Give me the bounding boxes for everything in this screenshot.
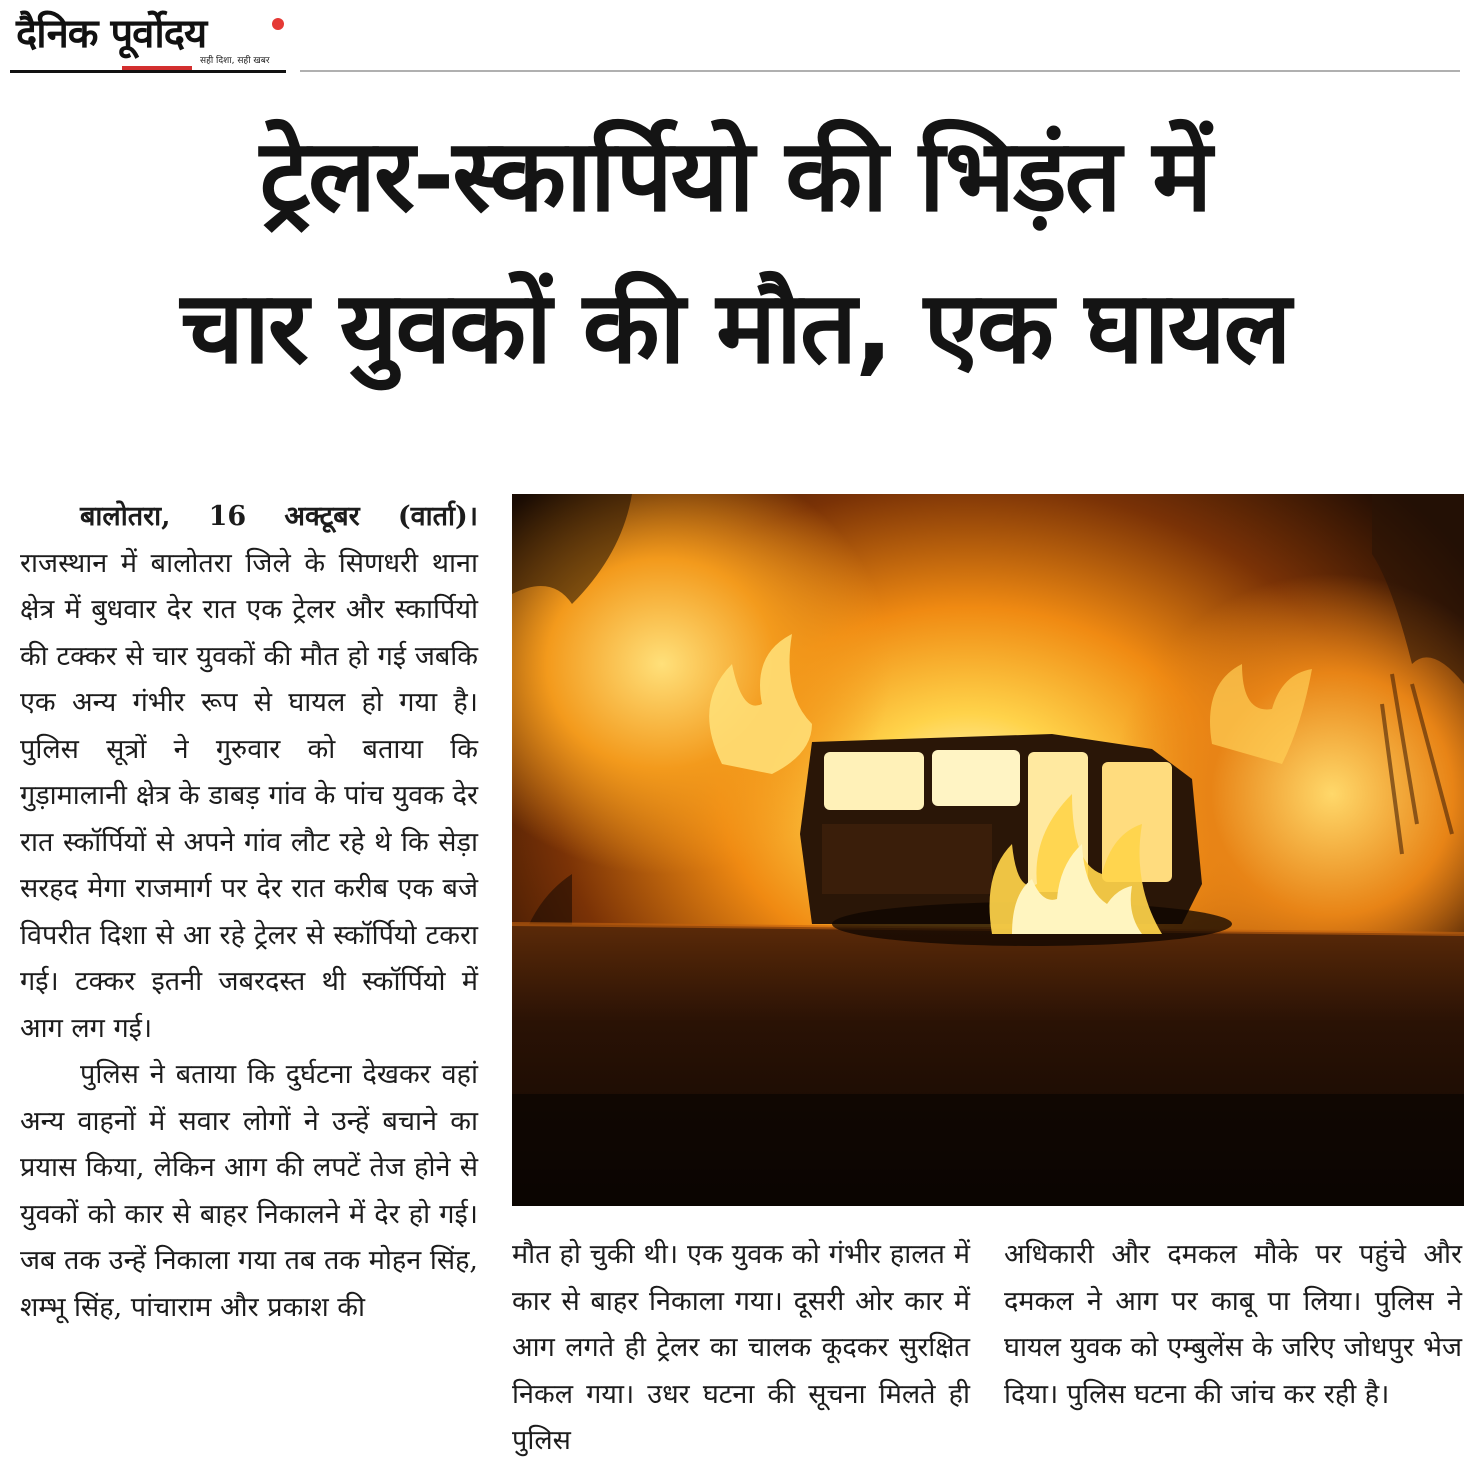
logo-dot-icon <box>272 18 284 30</box>
news-photo-burning-car <box>512 494 1464 1206</box>
article-column-2-text: मौत हो चुकी थी। एक युवक को गंभीर हालत में कार से बाहर निकाला गया। दूसरी ओर कार में आग लगते ही ट्रेलर का चालक कूदकर सुरक्षित निकल गया। उधर घटना की सूचना मिलते ही पुलिस <box>512 1239 970 1456</box>
newspaper-logo: दैनिक पूर्वोदय <box>16 11 207 57</box>
top-divider <box>300 70 1460 72</box>
headline-line-2: चार युवकों की मौत, एक घायल <box>180 269 1290 386</box>
logo-tagline: सही दिशा, सही खबर <box>200 56 270 66</box>
masthead-rule <box>10 70 286 73</box>
article-paragraph-1-text: राजस्थान में बालोतरा जिले के सिणधरी थाना क्षेत्र में बुधवार देर रात एक ट्रेलर और स्कार्पियो की टक्कर से चार युवकों की मौत हो गई जबकि एक अन्य गंभीर रूप से घायल हो गया है। पुलिस सूत्रों ने गुरुवार को बताया कि गुड़ामालानी क्षेत्र के डाबड़ गांव के पांच युवक देर रात स्कॉर्पियों से अपने गांव लौट रहे थे कि सेड़ा सरहद मेगा राजमार्ग पर देर रात करीब एक बजे विपरीत दिशा से आ रहे ट्रेलर से स्कॉर्पियो टकरा गई। टक्कर इतनी जबरदस्त थी स्कॉर्पियो में आग लग गई। <box>20 547 478 1044</box>
article-paragraph-2: पुलिस ने बताया कि दुर्घटना देखकर वहां अन्य वाहनों में सवार लोगों ने उन्हें बचाने का प्रयास किया, लेकिन आग की लपटें तेज होने से युवकों को कार से बाहर निकालने में देर हो गई। जब तक उन्हें निकाला गया तब तक मोहन सिंह, शम्भू सिंह, पांचाराम और प्रकाश की <box>20 1059 478 1323</box>
dateline: बालोतरा, 16 अक्टूबर (वार्ता)। <box>80 501 478 532</box>
article-paragraph-1 <box>20 494 478 1052</box>
article-column-3 <box>1004 1232 1462 1418</box>
headline <box>20 100 1450 404</box>
headline-line-1: ट्रेलर-स्कार्पियो की भिड़ंत में <box>259 117 1211 234</box>
article-column-3-text: अधिकारी और दमकल मौके पर पहुंचे और दमकल ने आग पर काबू पा लिया। पुलिस ने घायल युवक को एम्बुलेंस के जरिए जोधपुर भेज दिया। पुलिस घटना की जांच कर रही है। <box>1004 1239 1462 1410</box>
article-column-2 <box>512 1232 970 1465</box>
article-column-1 <box>20 494 478 1331</box>
masthead <box>10 6 300 72</box>
burning-car-illustration <box>512 494 1464 1206</box>
